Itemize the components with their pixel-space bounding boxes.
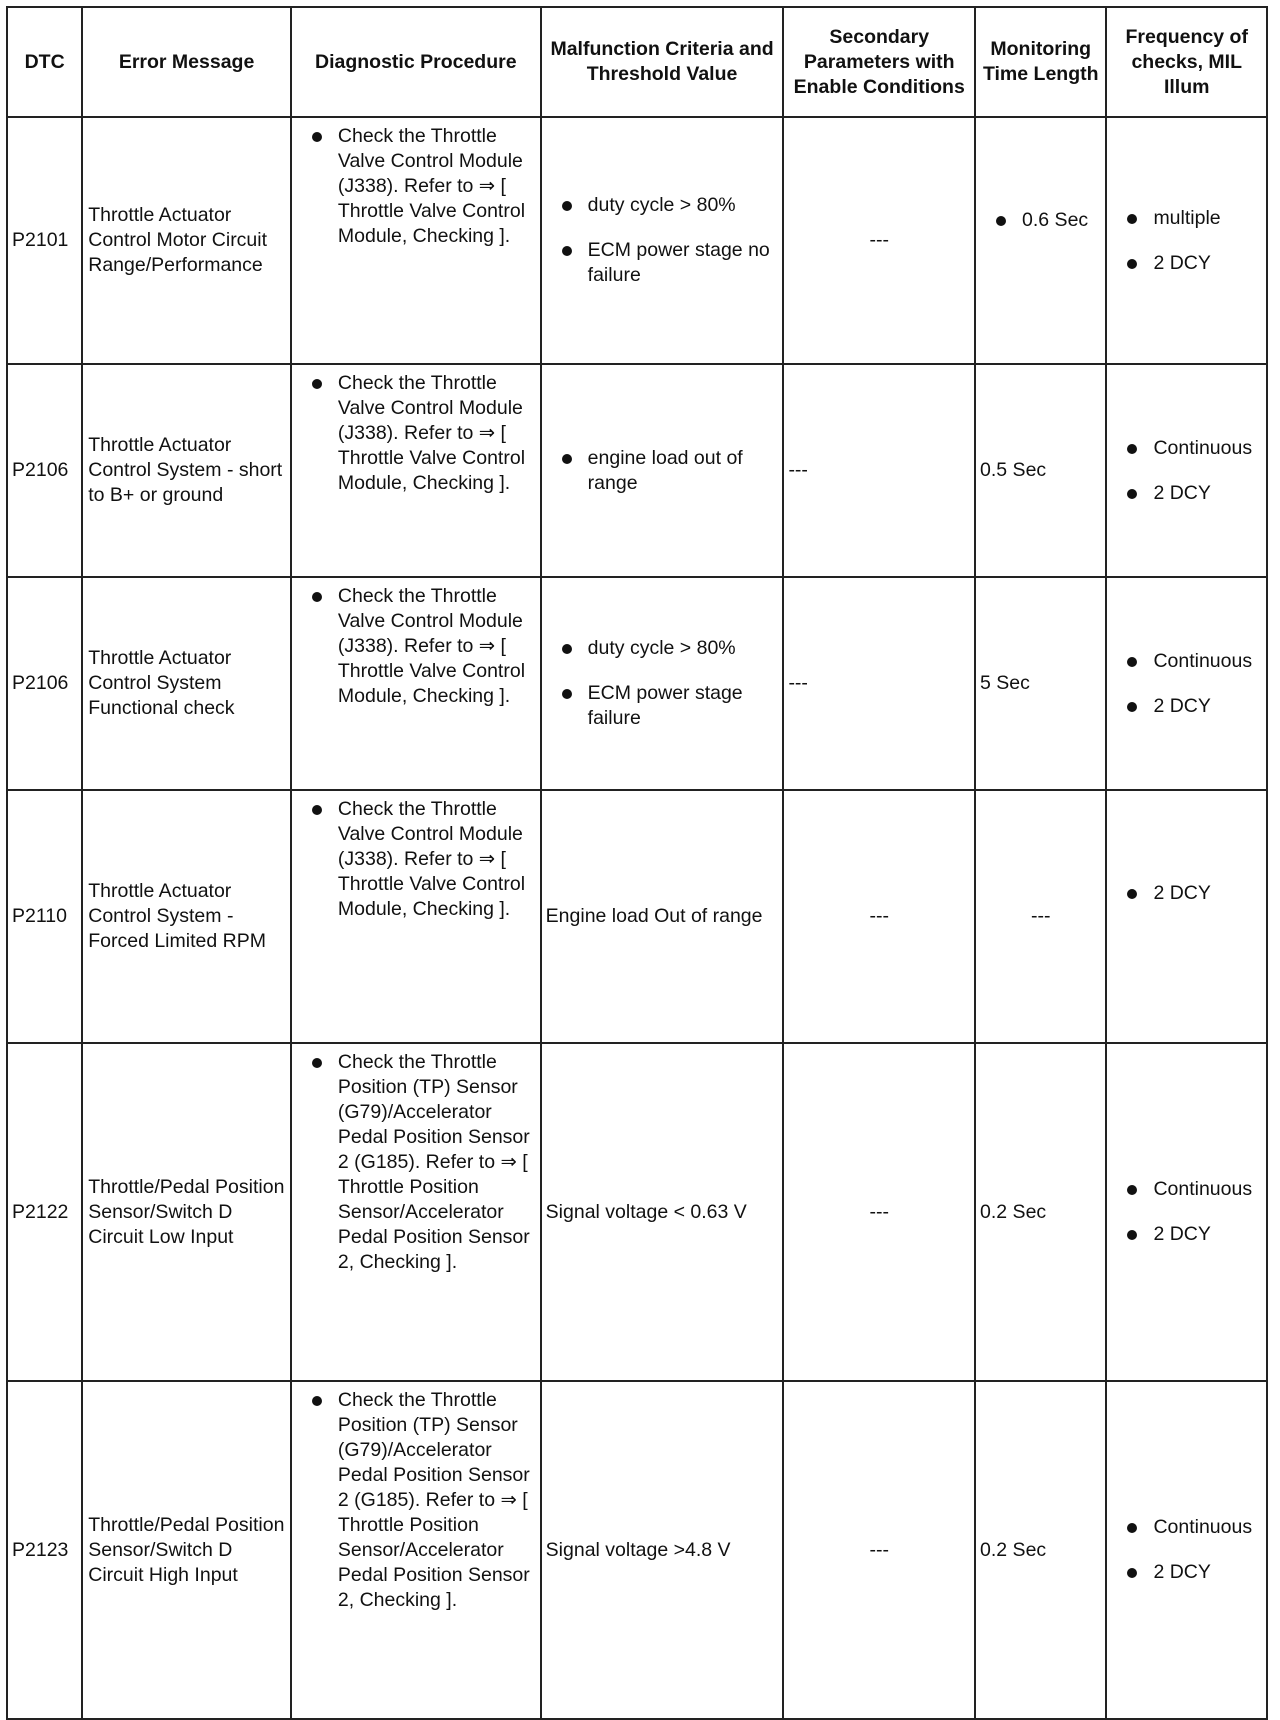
header-malfunction-criteria: Malfunction Criteria and Threshold Value [541,7,784,117]
dtc-code: P2106 [7,364,82,577]
header-frequency: Frequency of checks, MIL Illum [1106,7,1267,117]
table-row [7,364,1267,577]
criteria-bullet: duty cycle > 80% [542,636,783,661]
diagnostic-procedure [291,577,541,790]
dtc-code: P2106 [7,577,82,790]
dtc-code: P2123 [7,1381,82,1719]
header-error-message: Error Message [82,7,291,117]
frequency [1106,577,1267,790]
frequency-bullet: 2 DCY [1107,481,1266,506]
table-row [7,1043,1267,1381]
criteria-bullet: duty cycle > 80% [542,193,783,218]
monitoring-time: 0.2 Sec [975,1381,1106,1719]
dtc-code: P2122 [7,1043,82,1381]
criteria-bullet: ECM power stage failure [542,681,783,731]
procedure-bullet: Check the Throttle Valve Control Module (J338). Refer to ⇒ [ Throttle Valve Control Module, Checking ]. [292,797,540,922]
malfunction-criteria [541,577,784,790]
frequency-bullet: 2 DCY [1107,694,1266,719]
diagnostic-procedure [291,790,541,1043]
monitoring-time: 0.2 Sec [975,1043,1106,1381]
frequency [1106,1381,1267,1719]
malfunction-criteria: Signal voltage < 0.63 V [541,1043,784,1381]
monitoring-time: --- [975,790,1106,1043]
monitoring-time: 0.5 Sec [975,364,1106,577]
diagnostic-procedure [291,117,541,364]
malfunction-criteria [541,364,784,577]
error-message: Throttle/Pedal Position Sensor/Switch D Circuit Low Input [82,1043,291,1381]
frequency-bullet: Continuous [1107,1515,1266,1540]
frequency-bullet: 2 DCY [1107,1560,1266,1585]
monitoring-bullet: 0.6 Sec [976,208,1105,233]
procedure-bullet: Check the Throttle Position (TP) Sensor (G79)/Accelerator Pedal Position Sensor 2 (G185). Refer to ⇒ [ Throttle Position Sensor/Accelerator Pedal Position Sensor 2, Checking ]. [292,1388,540,1613]
error-message: Throttle/Pedal Position Sensor/Switch D Circuit High Input [82,1381,291,1719]
frequency [1106,1043,1267,1381]
error-message: Throttle Actuator Control System Functional check [82,577,291,790]
error-message: Throttle Actuator Control Motor Circuit Range/Performance [82,117,291,364]
frequency [1106,117,1267,364]
malfunction-criteria [541,117,784,364]
diagnostic-procedure [291,1381,541,1719]
header-row [7,7,1267,117]
header-monitoring-time: Monitoring Time Length [975,7,1106,117]
table-row [7,790,1267,1043]
frequency [1106,790,1267,1043]
monitoring-time [975,117,1106,364]
frequency-bullet: Continuous [1107,1177,1266,1202]
secondary-parameters: --- [783,364,975,577]
header-diagnostic-procedure: Diagnostic Procedure [291,7,541,117]
criteria-bullet: engine load out of range [542,446,783,496]
frequency-bullet: Continuous [1107,436,1266,461]
diagnostic-procedure [291,364,541,577]
procedure-bullet: Check the Throttle Position (TP) Sensor (G79)/Accelerator Pedal Position Sensor 2 (G185). Refer to ⇒ [ Throttle Position Sensor/Accelerator Pedal Position Sensor 2, Checking ]. [292,1050,540,1275]
header-dtc: DTC [7,7,82,117]
dtc-code: P2101 [7,117,82,364]
secondary-parameters: --- [783,117,975,364]
table-row [7,117,1267,364]
table-row [7,1381,1267,1719]
diagnostic-procedure [291,1043,541,1381]
frequency-bullet: multiple [1107,206,1266,231]
dtc-code: P2110 [7,790,82,1043]
dtc-table [6,6,1268,1720]
frequency [1106,364,1267,577]
secondary-parameters: --- [783,1381,975,1719]
criteria-bullet: ECM power stage no failure [542,238,783,288]
frequency-bullet: 2 DCY [1107,881,1266,906]
malfunction-criteria: Engine load Out of range [541,790,784,1043]
monitoring-time: 5 Sec [975,577,1106,790]
secondary-parameters: --- [783,790,975,1043]
procedure-bullet: Check the Throttle Valve Control Module (J338). Refer to ⇒ [ Throttle Valve Control Module, Checking ]. [292,371,540,496]
error-message: Throttle Actuator Control System - short to B+ or ground [82,364,291,577]
secondary-parameters: --- [783,1043,975,1381]
table-row [7,577,1267,790]
header-secondary-parameters: Secondary Parameters with Enable Conditions [783,7,975,117]
frequency-bullet: 2 DCY [1107,251,1266,276]
procedure-bullet: Check the Throttle Valve Control Module (J338). Refer to ⇒ [ Throttle Valve Control Module, Checking ]. [292,124,540,249]
secondary-parameters: --- [783,577,975,790]
procedure-bullet: Check the Throttle Valve Control Module (J338). Refer to ⇒ [ Throttle Valve Control Module, Checking ]. [292,584,540,709]
malfunction-criteria: Signal voltage >4.8 V [541,1381,784,1719]
frequency-bullet: 2 DCY [1107,1222,1266,1247]
frequency-bullet: Continuous [1107,649,1266,674]
error-message: Throttle Actuator Control System - Forced Limited RPM [82,790,291,1043]
